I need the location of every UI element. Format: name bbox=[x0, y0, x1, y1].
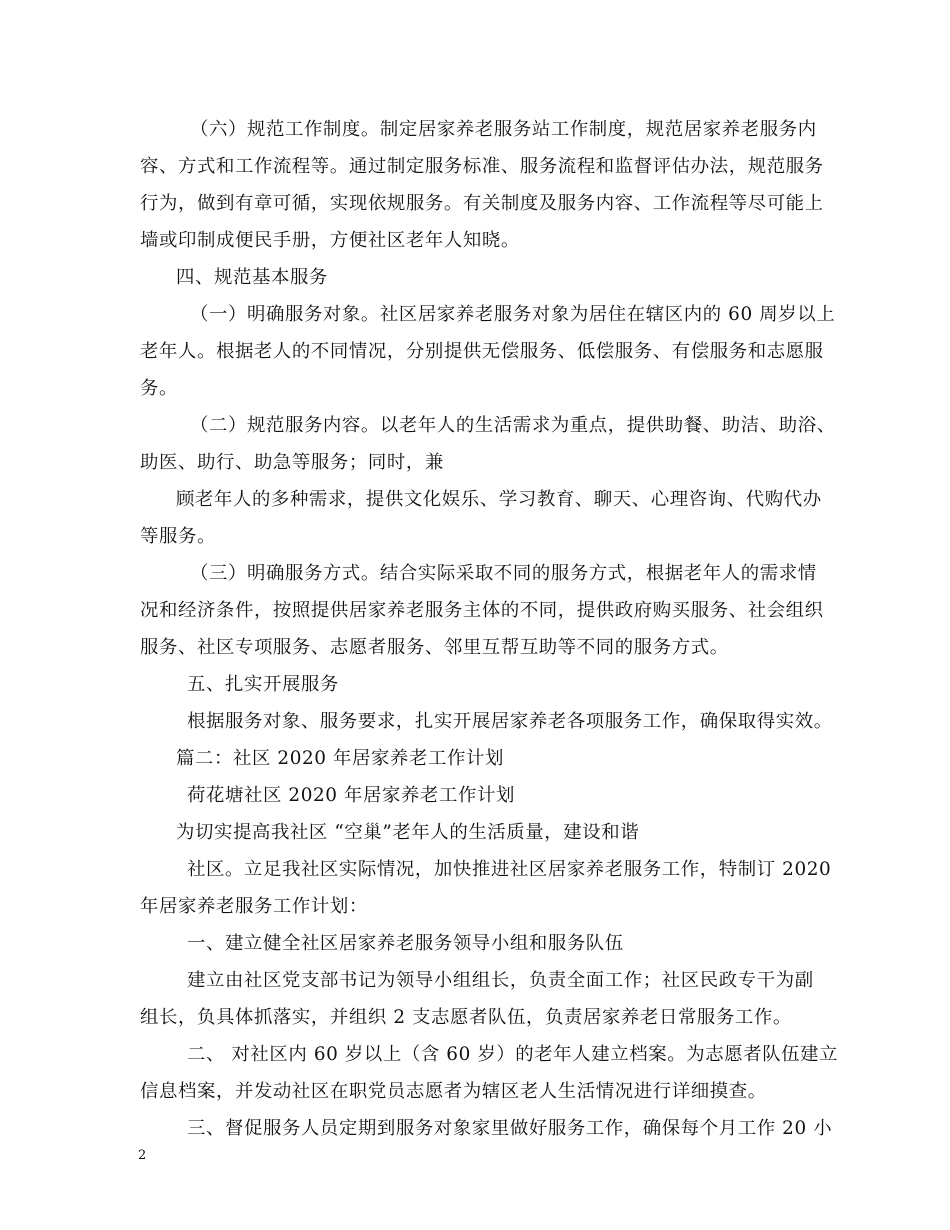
text-line-11: 顾老年人的多种需求，提供文化娱乐、学习教育、聊天、心理咨询、代购代办 bbox=[176, 489, 822, 510]
section-heading-5: 五、扎实开展服务 bbox=[187, 674, 339, 695]
text-line-2: 容、方式和工作流程等。通过制定服务标准、服务流程和监督评估办法，规范服务 bbox=[140, 156, 824, 177]
text-line-21: 社区。立足我社区实际情况，加快推进社区居家养老服务工作，特制订 2020 bbox=[187, 859, 832, 880]
plan-title: 荷花塘社区 2020 年居家养老工作计划 bbox=[187, 785, 515, 806]
text-line-15: 服务、社区专项服务、志愿者服务、邻里互帮互助等不同的服务方式。 bbox=[140, 637, 729, 658]
text-line-17: 根据服务对象、服务要求，扎实开展居家养老各项服务工作，确保取得实效。 bbox=[187, 711, 833, 732]
text-line-25: 组长，负具体抓落实，并组织 2 支志愿者队伍，负责居家养老日常服务工作。 bbox=[140, 1007, 792, 1028]
text-line-24: 建立由社区党支部书记为领导小组组长，负责全面工作；社区民政专干为副 bbox=[187, 970, 814, 991]
text-line-12: 等服务。 bbox=[140, 526, 216, 547]
text-line-13: （三）明确服务方式。结合实际采取不同的服务方式，根据老年人的需求情 bbox=[190, 563, 817, 584]
text-line-27: 信息档案，并发动社区在职党员志愿者为辖区老人生活情况进行详细摸查。 bbox=[140, 1081, 767, 1102]
text-line-20: 为切实提高我社区 “空巢”老年人的生活质量，建设和谐 bbox=[176, 822, 640, 843]
section-heading-4: 四、规范基本服务 bbox=[176, 267, 328, 288]
text-line-28: 三、督促服务人员定期到服务对象家里做好服务工作，确保每个月工作 20 小 bbox=[187, 1118, 833, 1139]
text-line-10: 助医、助行、助急等服务；同时，兼 bbox=[140, 452, 444, 473]
text-line-3: 行为，做到有章可循，实现依规服务。有关制度及服务内容、工作流程等尽可能上 bbox=[140, 193, 824, 214]
text-line-7: 老年人。根据老人的不同情况，分别提供无偿服务、低偿服务、有偿服务和志愿服 bbox=[140, 341, 824, 362]
article-title: 篇二：社区 2020 年居家养老工作计划 bbox=[176, 748, 504, 769]
section-heading-1: 一、建立健全社区居家养老服务领导小组和服务队伍 bbox=[187, 933, 624, 954]
page-number: 2 bbox=[138, 1148, 147, 1163]
text-line-26: 二、 对社区内 60 岁以上（含 60 岁）的老年人建立档案。为志愿者队伍建立 bbox=[187, 1044, 839, 1065]
text-line-6: （一）明确服务对象。社区居家养老服务对象为居住在辖区内的 60 周岁以上 bbox=[190, 304, 836, 325]
text-line-9: （二）规范服务内容。以老年人的生活需求为重点，提供助餐、助洁、助浴、 bbox=[190, 415, 836, 436]
text-line-22: 年居家养老服务工作计划： bbox=[140, 896, 368, 917]
text-line-1: （六）规范工作制度。制定居家养老服务站工作制度，规范居家养老服务内 bbox=[190, 119, 817, 140]
text-line-8: 务。 bbox=[140, 378, 178, 399]
text-line-14: 况和经济条件，按照提供居家养老服务主体的不同，提供政府购买服务、社会组织 bbox=[140, 600, 824, 621]
text-line-4: 墙或印制成便民手册，方便社区老年人知晓。 bbox=[140, 230, 520, 251]
